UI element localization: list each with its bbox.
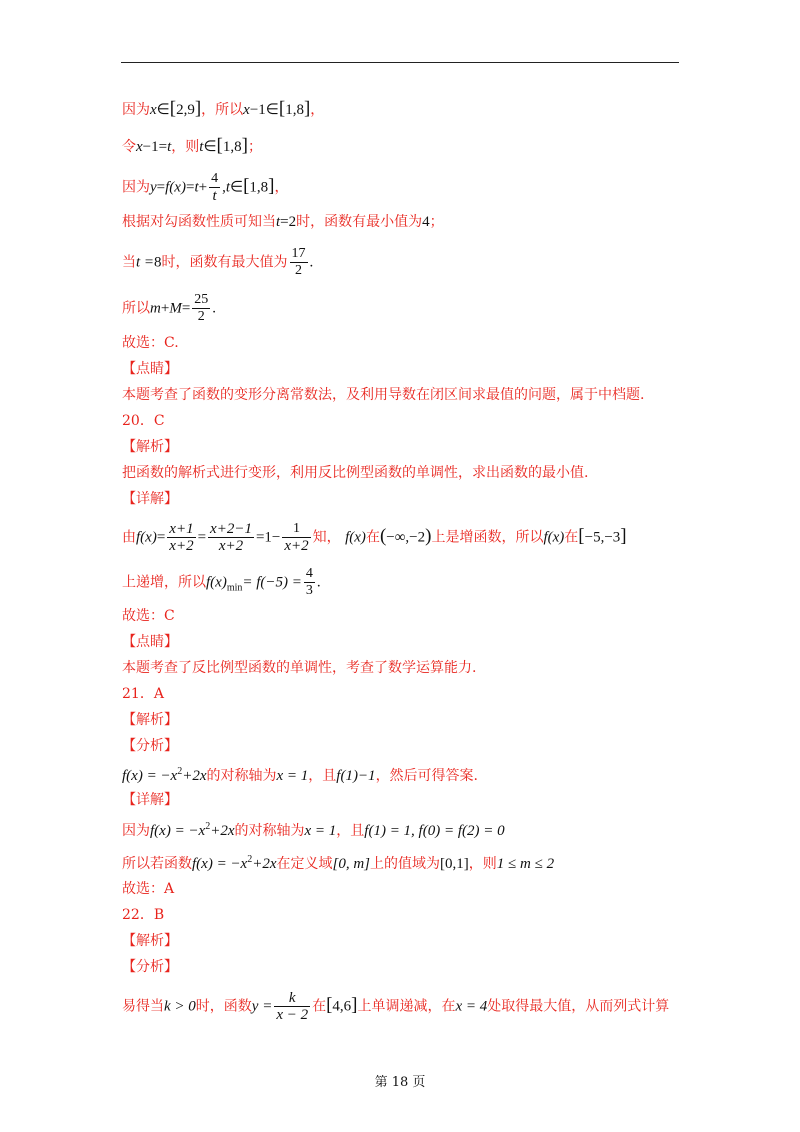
math-interval: 2,9 bbox=[176, 102, 195, 118]
numerator: x+1 bbox=[169, 521, 194, 537]
text: 根据对勾函数性质可知当 bbox=[122, 214, 276, 230]
fraction bbox=[290, 246, 308, 279]
bracket: ] bbox=[620, 525, 627, 547]
math-expr: [0, m] bbox=[332, 856, 371, 872]
math-eq: = bbox=[156, 179, 166, 196]
math-expr: f(1)−1 bbox=[336, 768, 376, 784]
question-number: 21．A bbox=[122, 686, 164, 702]
math-interval: 1,8 bbox=[285, 102, 304, 118]
text: 易得当 bbox=[122, 998, 164, 1015]
line-24 bbox=[122, 817, 505, 841]
math-expr: x = 1 bbox=[304, 823, 337, 839]
page-number: 第 18 页 bbox=[374, 1075, 426, 1090]
text: 知， bbox=[312, 529, 341, 546]
text: 处取得最大值，从而列式计算 bbox=[487, 998, 670, 1015]
math-in: ∈ bbox=[203, 139, 217, 155]
math-eq: = bbox=[197, 529, 207, 546]
numerator: k bbox=[274, 990, 310, 1007]
text: ，则 bbox=[468, 856, 497, 872]
math-expr: +2x bbox=[210, 823, 235, 839]
math-eq: = bbox=[156, 529, 166, 546]
math-in: ∈ bbox=[156, 102, 170, 118]
fraction bbox=[282, 521, 310, 554]
math-superscript: 2 bbox=[205, 821, 211, 832]
line-15: 上递增，所以$f(x)_{min}= f(-5)$ = $\frac{4}{3}$ . bbox=[122, 566, 321, 598]
text: 时，函数 bbox=[195, 998, 252, 1015]
denominator: 2 bbox=[197, 309, 205, 324]
section-heading: 【详解】 bbox=[122, 491, 178, 507]
math-expr: +2x bbox=[182, 768, 207, 784]
math-expr: −1 bbox=[249, 102, 266, 118]
math-expr: k > 0 bbox=[164, 998, 196, 1015]
math-t: t bbox=[276, 214, 281, 230]
math-fx: f(x) bbox=[345, 529, 366, 546]
math-number: 4 bbox=[422, 214, 430, 230]
fraction bbox=[274, 990, 310, 1023]
denominator: x+2 bbox=[284, 538, 309, 554]
math-t: t bbox=[199, 139, 204, 155]
numerator: 4 bbox=[211, 171, 219, 186]
bracket: ] bbox=[303, 98, 311, 119]
text: ，且 bbox=[308, 768, 337, 784]
text: 所以 bbox=[122, 300, 150, 317]
fraction bbox=[304, 566, 315, 599]
line-22 bbox=[122, 762, 478, 786]
line-25 bbox=[122, 850, 554, 874]
text: 在 bbox=[312, 998, 327, 1015]
math-expr: 1 ≤ m ≤ 2 bbox=[496, 856, 555, 872]
numerator: 1 bbox=[282, 521, 310, 538]
text: 令 bbox=[122, 139, 136, 155]
text: ； bbox=[429, 214, 444, 230]
bracket: ( bbox=[379, 525, 387, 547]
math-interval: 1,8 bbox=[249, 179, 269, 196]
math-expr: −1 bbox=[142, 139, 159, 155]
text: 在定义域 bbox=[276, 856, 333, 872]
math-superscript: 2 bbox=[177, 766, 183, 777]
math-expr: = f(−5) = bbox=[242, 574, 302, 591]
line-1 bbox=[122, 99, 324, 120]
text: 因为 bbox=[122, 102, 150, 118]
math-fx: f(x) bbox=[136, 529, 157, 546]
math-interval: −5,−3 bbox=[584, 529, 621, 546]
math-eq: = bbox=[280, 214, 289, 230]
math-expr: f(1) = 1, f(0) = f(2) = 0 bbox=[364, 823, 505, 839]
math-expr: x = 1 bbox=[276, 768, 309, 784]
math-t: t bbox=[167, 139, 172, 155]
text: 由 bbox=[122, 529, 136, 546]
math-expr: [0,1] bbox=[440, 856, 469, 872]
math-plus: + bbox=[198, 179, 208, 196]
math-t: t bbox=[194, 179, 199, 196]
answer-line: 故选：C. bbox=[122, 335, 179, 351]
paragraph: 本题考查了函数的变形分离常数法，及利用导数在闭区间求最值的问题，属于中档题. bbox=[122, 387, 645, 403]
math-expr: +2x bbox=[252, 856, 277, 872]
bracket: [ bbox=[216, 135, 223, 156]
math-t-eq: t = bbox=[136, 254, 155, 271]
bracket: ] bbox=[268, 175, 275, 197]
header-rule bbox=[121, 62, 679, 63]
text: 在 bbox=[564, 529, 579, 546]
section-heading: 【点睛】 bbox=[122, 634, 178, 650]
text: ，然后可得答案. bbox=[375, 768, 479, 784]
text: 因为 bbox=[122, 179, 150, 196]
answer-line: 故选：A bbox=[122, 881, 175, 897]
text: 在 bbox=[365, 529, 380, 546]
math-m: m bbox=[150, 300, 161, 317]
bracket: [ bbox=[326, 994, 333, 1016]
math-in: ∈ bbox=[265, 102, 279, 118]
text: 时，函数有最小值为 bbox=[296, 214, 423, 230]
math-interval: −∞,−2 bbox=[386, 529, 426, 546]
paragraph: 本题考查了反比例型函数的单调性，考查了数学运算能力. bbox=[122, 660, 477, 676]
math-eq: = bbox=[181, 300, 191, 317]
numerator: 4 bbox=[305, 566, 313, 581]
line-5: 当t =8时，函数有最大值为 $\frac{17}{2}$ . bbox=[122, 246, 314, 278]
section-heading: 【解析】 bbox=[122, 933, 178, 949]
math-number: 2 bbox=[288, 214, 297, 230]
fraction bbox=[167, 521, 195, 554]
text: ； bbox=[247, 139, 262, 155]
math-expr: f(x) = −x bbox=[122, 768, 178, 784]
math-plus: + bbox=[160, 300, 170, 317]
text: 当 bbox=[122, 254, 136, 271]
section-heading: 【解析】 bbox=[122, 712, 178, 728]
question-number: 20．C bbox=[122, 413, 165, 429]
denominator: x+2 bbox=[169, 538, 194, 554]
math-expr: =1− bbox=[255, 529, 281, 546]
bracket: ] bbox=[351, 994, 358, 1016]
section-heading: 【点睛】 bbox=[122, 361, 178, 377]
numerator: 25 bbox=[194, 292, 209, 307]
section-heading: 【解析】 bbox=[122, 439, 178, 455]
math-superscript: 2 bbox=[247, 854, 253, 865]
fraction bbox=[209, 171, 220, 204]
text: ，则 bbox=[171, 139, 200, 155]
math-expr: f(x) = −x bbox=[192, 856, 248, 872]
math-fx: f(x) bbox=[206, 574, 227, 591]
section-heading: 【分析】 bbox=[122, 738, 178, 754]
text: 上单调递减，在 bbox=[357, 998, 456, 1015]
text: 上递增，所以 bbox=[122, 574, 206, 591]
section-heading: 【分析】 bbox=[122, 959, 178, 975]
line-4 bbox=[122, 212, 444, 232]
text: ， bbox=[274, 179, 289, 196]
text: 所以若函数 bbox=[122, 856, 192, 872]
denominator: 2 bbox=[295, 263, 303, 278]
math-subscript: min bbox=[226, 582, 243, 594]
line-3 bbox=[122, 171, 288, 204]
answer-line: 故选：C bbox=[122, 608, 175, 624]
line-6: 所以m+M= $\frac{25}{2}$ . bbox=[122, 292, 217, 324]
text: ，所以 bbox=[201, 102, 244, 118]
bracket: ] bbox=[241, 135, 248, 156]
math-x: x bbox=[150, 102, 157, 118]
bracket: [ bbox=[578, 525, 585, 547]
denominator: x − 2 bbox=[276, 1007, 309, 1023]
math-interval: 1,8 bbox=[222, 139, 242, 155]
math-fx: f(x) bbox=[165, 179, 186, 196]
math-y: y bbox=[150, 179, 157, 196]
math-fx: f(x) bbox=[543, 529, 565, 546]
math-eq: = bbox=[185, 179, 195, 196]
text: 时，函数有最大值为 bbox=[161, 254, 288, 271]
math-x: x bbox=[243, 102, 250, 118]
fraction bbox=[192, 292, 210, 325]
denominator: t bbox=[212, 188, 217, 204]
text: ， bbox=[310, 102, 325, 118]
line-30 bbox=[122, 990, 669, 1023]
math-t: t bbox=[225, 179, 230, 196]
line-2 bbox=[122, 136, 262, 157]
math-expr: y = bbox=[251, 998, 273, 1015]
text: 的对称轴为 bbox=[234, 823, 305, 839]
text: 上是增函数，所以 bbox=[431, 529, 544, 546]
math-expr: x = 4 bbox=[455, 998, 488, 1015]
denominator: x+2 bbox=[218, 538, 244, 554]
math-M: M bbox=[169, 300, 182, 317]
bracket: ) bbox=[425, 525, 432, 547]
bracket: [ bbox=[243, 175, 250, 197]
text: 上的值域为 bbox=[370, 856, 441, 872]
math-in: ∈ bbox=[230, 179, 244, 196]
question-number: 22．B bbox=[122, 907, 165, 923]
bracket: [ bbox=[278, 98, 286, 119]
bracket: ] bbox=[194, 98, 202, 119]
text: ，且 bbox=[336, 823, 365, 839]
numerator: 17 bbox=[291, 246, 306, 261]
text: 的对称轴为 bbox=[206, 768, 277, 784]
math-interval: 4,6 bbox=[332, 998, 352, 1015]
denominator: 3 bbox=[305, 583, 313, 598]
math-number: 8 bbox=[154, 254, 162, 271]
bracket: [ bbox=[169, 98, 177, 119]
math-eq: = bbox=[158, 139, 168, 155]
section-heading: 【详解】 bbox=[122, 792, 178, 808]
text: 因为 bbox=[122, 823, 150, 839]
math-x: x bbox=[136, 139, 143, 155]
math-expr: f(x) = −x bbox=[150, 823, 206, 839]
math-comma: , bbox=[222, 179, 226, 196]
fraction bbox=[208, 521, 254, 554]
numerator: x+2−1 bbox=[210, 521, 252, 537]
line-14 bbox=[122, 521, 627, 554]
paragraph: 把函数的解析式进行变形，利用反比例型函数的单调性，求出函数的最小值. bbox=[122, 465, 589, 481]
